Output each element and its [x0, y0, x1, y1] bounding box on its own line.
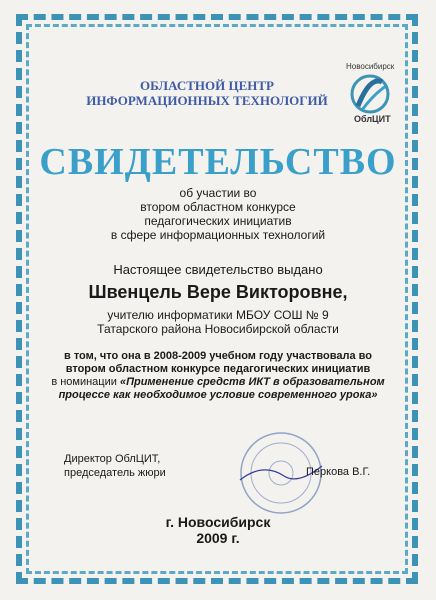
city: г. Новосибирск	[165, 514, 271, 530]
nomination-prefix: в номинации	[51, 376, 120, 388]
achievement-description	[40, 350, 396, 402]
position-line: учителю информатики МБОУ СОШ № 9	[107, 308, 329, 322]
director-line-2: председатель жюри	[64, 467, 166, 479]
recipient-position	[40, 308, 396, 336]
organization-name	[82, 78, 332, 108]
logo-city: Новосибирск	[346, 62, 395, 71]
oblcit-logo	[336, 62, 406, 128]
description-line: в том, что она в 2008-2009 учебном году участвовала во	[64, 350, 372, 362]
recipient-name: Швенцель Вере Викторовне,	[88, 282, 348, 302]
nomination	[40, 376, 396, 402]
issued-statement: Настоящее свидетельство выдано	[113, 262, 323, 277]
org-line-2: ИНФОРМАЦИОННЫХ ТЕХНОЛОГИЙ	[86, 93, 328, 108]
participation-line: об участии во	[179, 186, 257, 200]
participation-line: втором областном конкурсе	[140, 200, 296, 214]
certificate-title: СВИДЕТЕЛЬСТВО	[39, 141, 397, 183]
year: 2009 г.	[196, 530, 240, 546]
description-line: втором областном конкурсе педагогических инициатив	[65, 363, 371, 375]
director-line-1: Директор ОблЦИТ,	[64, 453, 161, 465]
participation-line: в сфере информационных технологий	[110, 228, 326, 242]
nomination-title: «Применение средств ИКТ в образовательном процессе как необходимое условие современного урока»	[58, 376, 385, 401]
signatory-name: Перкова В.Г.	[306, 466, 371, 478]
director-title	[64, 452, 166, 480]
position-line: Татарского района Новосибирской области	[97, 322, 339, 336]
logo-name: ОблЦИТ	[354, 114, 391, 124]
oblcit-logo-icon	[340, 72, 400, 116]
participation-line: педагогических инициатив	[144, 214, 292, 228]
place-and-year	[0, 514, 436, 546]
org-line-1: ОБЛАСТНОЙ ЦЕНТР	[140, 78, 274, 93]
participation-text	[40, 186, 396, 242]
